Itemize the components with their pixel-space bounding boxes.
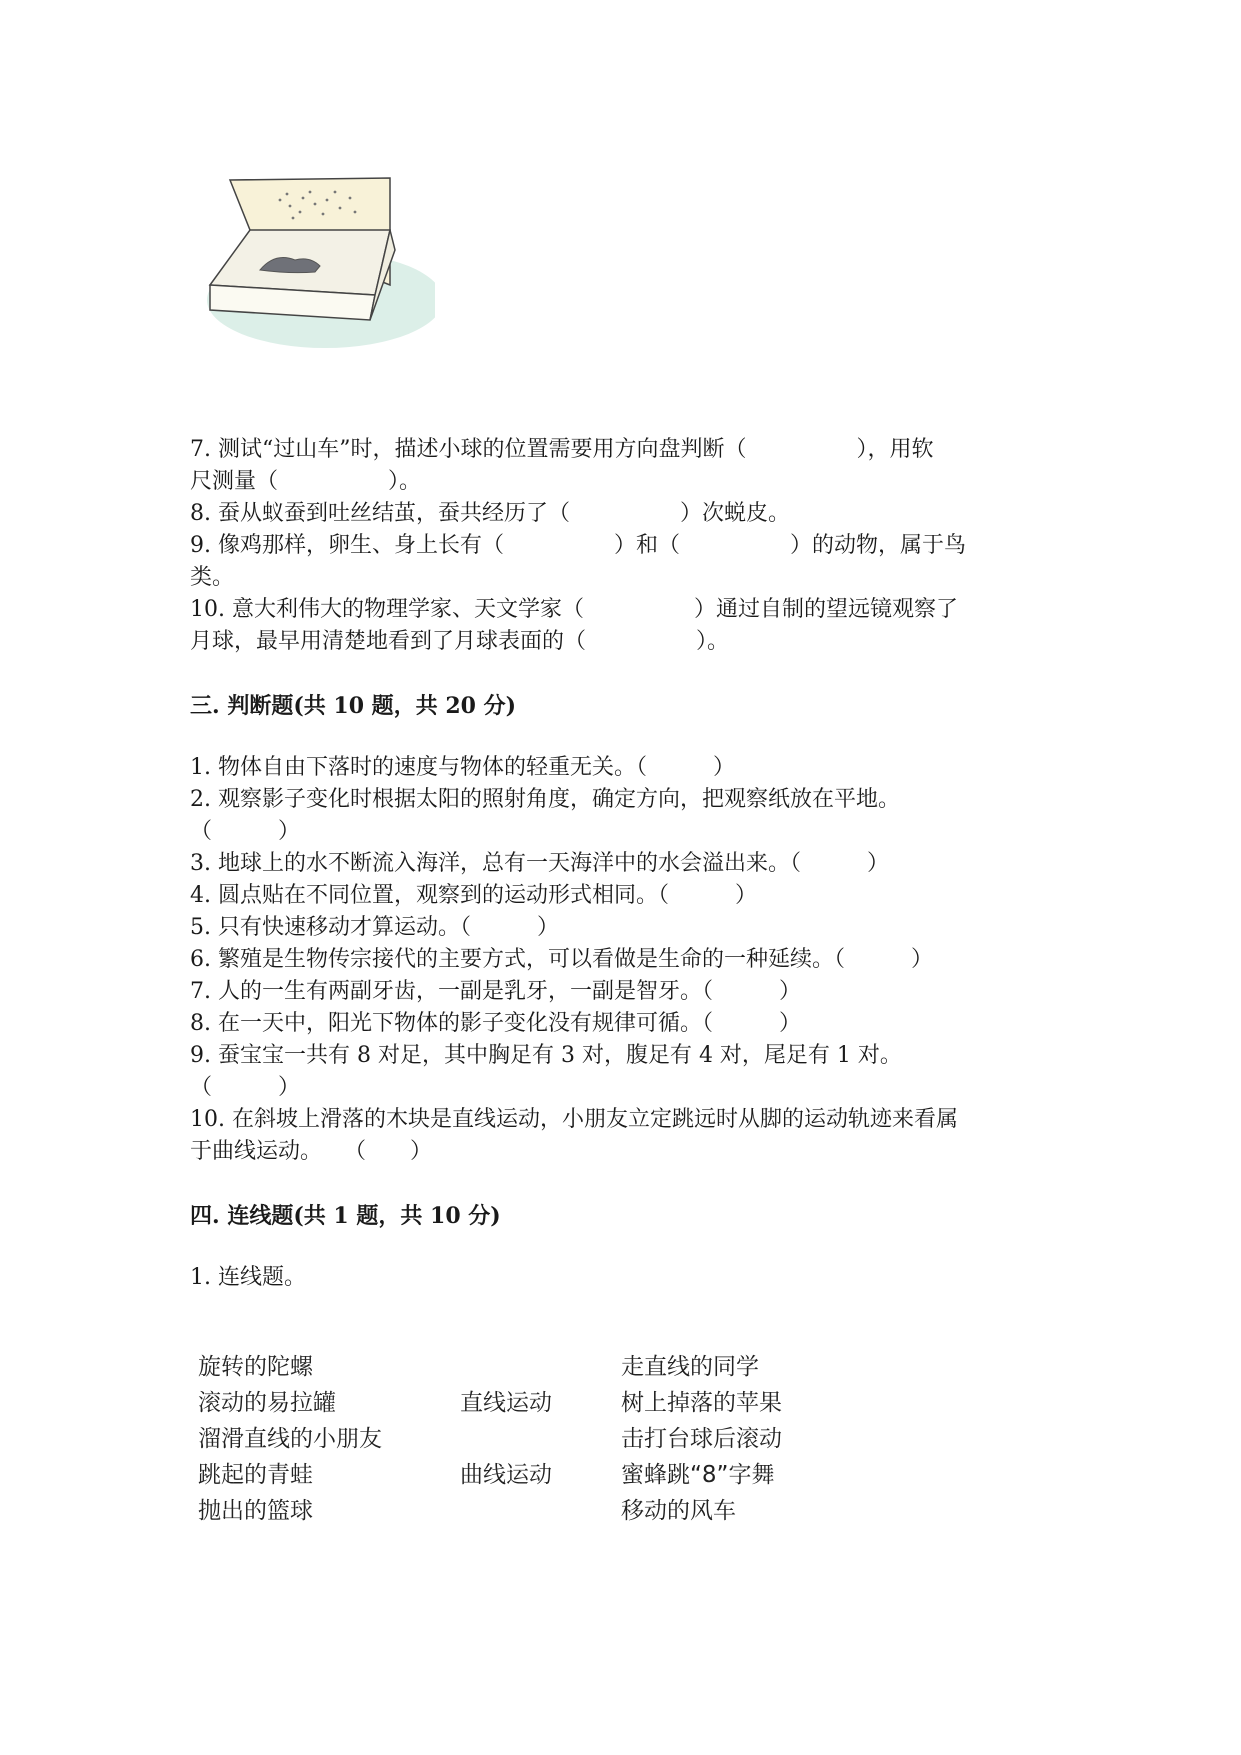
judge-q9-line1: 9. 蚕宝宝一共有 8 对足，其中胸足有 3 对，腹足有 4 对，尾足有 1 对。 bbox=[190, 1043, 902, 1068]
judge-q7: 7. 人的一生有两副牙齿，一副是乳牙，一副是智牙。（ ） bbox=[190, 979, 801, 1004]
fill-q9-line2: 类。 bbox=[190, 565, 235, 590]
judge-q10-line1: 10. 在斜坡上滑落的木块是直线运动，小朋友立定跳远时从脚的运动轨迹来看属 bbox=[190, 1107, 958, 1132]
match-right-item: 移动的风车 bbox=[621, 1498, 736, 1524]
judge-q2-line2: （ ） bbox=[190, 819, 301, 844]
fill-q9-line1: 9. 像鸡那样，卵生、身上长有（ ）和（ ）的动物，属于鸟 bbox=[190, 533, 966, 558]
match-middle-item: 曲线运动 bbox=[460, 1462, 552, 1488]
judge-q1: 1. 物体自由下落时的速度与物体的轻重无关。（ ） bbox=[190, 755, 735, 780]
judge-q6: 6. 繁殖是生物传宗接代的主要方式，可以看做是生命的一种延续。（ ） bbox=[190, 947, 933, 972]
judge-q5: 5. 只有快速移动才算运动。（ ） bbox=[190, 915, 559, 940]
section-4-title: 四. 连线题(共 1 题，共 10 分) bbox=[190, 1203, 501, 1229]
fill-q7-line2: 尺测量（ ）。 bbox=[190, 469, 422, 494]
judge-q9-line2: （ ） bbox=[190, 1075, 301, 1100]
match-right-item: 蜜蜂跳“8”字舞 bbox=[621, 1462, 775, 1488]
match-right-item: 树上掉落的苹果 bbox=[621, 1390, 782, 1416]
match-right-item: 击打台球后滚动 bbox=[621, 1426, 782, 1452]
judge-q4: 4. 圆点贴在不同位置，观察到的运动形式相同。（ ） bbox=[190, 883, 757, 908]
match-middle-item: 直线运动 bbox=[460, 1390, 552, 1416]
fill-q7-line1: 7. 测试“过山车”时，描述小球的位置需要用方向盘判断（ ），用软 bbox=[190, 437, 934, 462]
judge-q2-line1: 2. 观察影子变化时根据太阳的照射角度，确定方向，把观察纸放在平地。 bbox=[190, 787, 900, 812]
match-right-item: 走直线的同学 bbox=[621, 1354, 759, 1380]
judge-q10-line2: 于曲线运动。 （ ） bbox=[190, 1139, 433, 1164]
section-3-title: 三. 判断题(共 10 题，共 20 分) bbox=[190, 693, 517, 719]
fill-q8: 8. 蚕从蚁蚕到吐丝结茧，蚕共经历了（ ）次蜕皮。 bbox=[190, 501, 790, 526]
match-left-item: 溜滑直线的小朋友 bbox=[198, 1426, 382, 1452]
fill-q10-line2: 月球，最早用清楚地看到了月球表面的（ ）。 bbox=[190, 629, 730, 654]
judge-q3: 3. 地球上的水不断流入海洋，总有一天海洋中的水会溢出来。（ ） bbox=[190, 851, 889, 876]
fill-q10-line1: 10. 意大利伟大的物理学家、天文学家（ ）通过自制的望远镜观察了 bbox=[190, 597, 958, 622]
judge-q8: 8. 在一天中，阳光下物体的影子变化没有规律可循。（ ） bbox=[190, 1011, 801, 1036]
match-left-item: 滚动的易拉罐 bbox=[198, 1390, 336, 1416]
open-box-illustration bbox=[205, 170, 435, 350]
match-left-item: 旋转的陀螺 bbox=[198, 1354, 313, 1380]
match-q1: 1. 连线题。 bbox=[190, 1265, 306, 1290]
match-left-item: 抛出的篮球 bbox=[198, 1498, 313, 1524]
match-left-item: 跳起的青蛙 bbox=[198, 1462, 313, 1488]
